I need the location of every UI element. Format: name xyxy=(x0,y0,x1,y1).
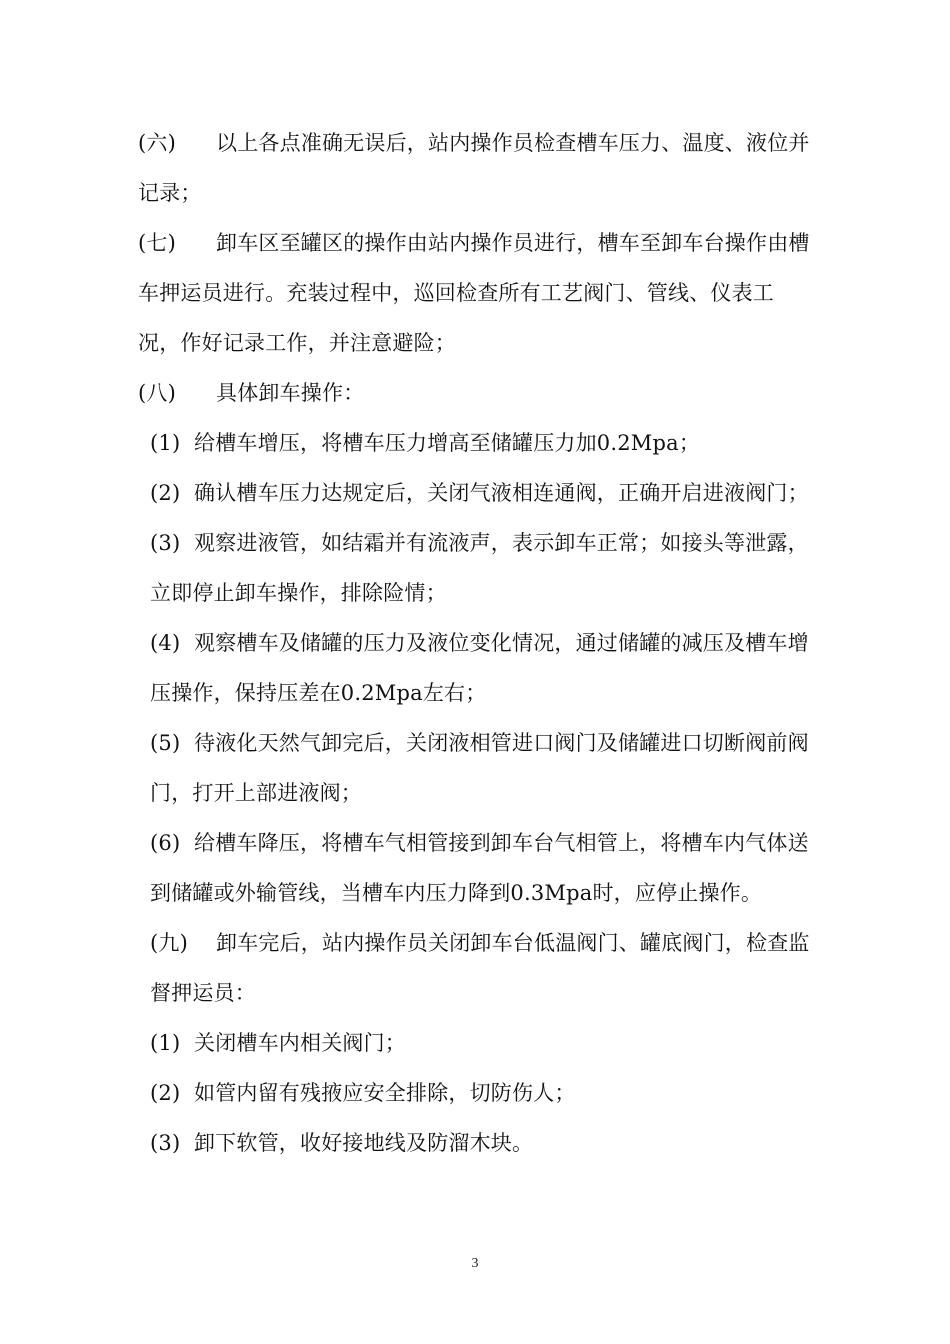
step-text: 观察进液管，如结霜并有流液声，表示卸车正常；如接头等泄露，立即停止卸车操作，排除险情； xyxy=(150,531,809,605)
paragraph-seven xyxy=(138,218,812,368)
step-number: (6) xyxy=(150,831,181,855)
document-body xyxy=(138,118,812,1168)
step-item-6 xyxy=(138,818,812,918)
step-item-4 xyxy=(138,618,812,718)
paragraph-text: 以上各点准确无误后，站内操作员检查槽车压力、温度、液位并记录； xyxy=(138,131,810,205)
step-item-2 xyxy=(138,468,812,518)
step-text: 给槽车增压，将槽车压力增高至储罐压力加0.2Mpa； xyxy=(194,431,701,455)
paragraph-text: 卸车区至罐区的操作由站内操作员进行，槽车至卸车台操作由槽车押运员进行。充装过程中，巡回检查所有工艺阀门、管线、仪表工况，作好记录工作，并注意避险； xyxy=(138,231,810,355)
step-text: 观察槽车及储罐的压力及液位变化情况，通过储罐的减压及槽车增压操作，保持压差在0.2Mpa左右； xyxy=(150,631,809,705)
step-text: 给槽车降压，将槽车气相管接到卸车台气相管上，将槽车内气体送到储罐或外输管线，当槽车内压力降到0.3Mpa时，应停止操作。 xyxy=(150,831,809,905)
step-number: (4) xyxy=(150,631,181,655)
check-item-3 xyxy=(138,1118,812,1168)
step-number: (1) xyxy=(150,1031,181,1055)
step-text: 如管内留有残掖应安全排除，切防伤人； xyxy=(194,1081,576,1105)
step-item-1 xyxy=(138,418,812,468)
step-number: (5) xyxy=(150,731,181,755)
step-number: (3) xyxy=(150,1131,181,1155)
check-item-2 xyxy=(138,1068,812,1118)
step-number: (2) xyxy=(150,481,181,505)
page-number: 3 xyxy=(471,1256,479,1271)
paragraph-text: 具体卸车操作： xyxy=(216,381,365,405)
step-number: (2) xyxy=(150,1081,181,1105)
paragraph-number: (七) xyxy=(138,231,176,255)
step-item-3 xyxy=(138,518,812,618)
paragraph-number: (九) xyxy=(150,931,188,955)
step-number: (3) xyxy=(150,531,181,555)
step-item-5 xyxy=(138,718,812,818)
check-item-1 xyxy=(138,1018,812,1068)
step-text: 待液化天然气卸完后，关闭液相管进口阀门及储罐进口切断阀前阀门，打开上部进液阀； xyxy=(150,731,809,805)
paragraph-text: 卸车完后，站内操作员关闭卸车台低温阀门、罐底阀门，检查监督押运员： xyxy=(150,931,810,1005)
step-text: 确认槽车压力达规定后，关闭气液相连通阀，正确开启进液阀门； xyxy=(194,481,809,505)
paragraph-nine xyxy=(138,918,812,1018)
step-text: 卸下软管，收好接地线及防溜木块。 xyxy=(194,1131,534,1155)
step-text: 关闭槽车内相关阀门； xyxy=(194,1031,406,1055)
paragraph-number: (六) xyxy=(138,131,176,155)
paragraph-eight xyxy=(138,368,812,418)
step-number: (1) xyxy=(150,431,181,455)
paragraph-number: (八) xyxy=(138,381,176,405)
paragraph-six xyxy=(138,118,812,218)
